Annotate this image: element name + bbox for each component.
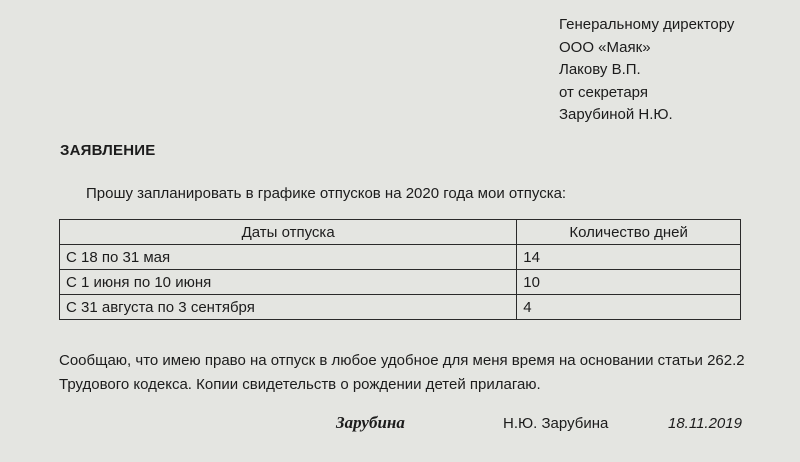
signature-date: 18.11.2019 [668,415,742,432]
column-header-dates: Даты отпуска [60,220,517,245]
column-header-days: Количество дней [517,220,741,245]
table-header-row [60,220,741,245]
addressee-block [559,14,734,127]
cell-dates: С 18 по 31 мая [60,245,517,270]
addressee-line: Зарубиной Н.Ю. [559,106,673,123]
addressee-line: ООО «Маяк» [559,38,651,56]
notice-line: Сообщаю, что имею право на отпуск в любое удобное для меня время на основании статьи 262.2 [59,352,745,369]
cell-dates: С 31 августа по 3 сентября [60,295,517,320]
request-text: Прошу запланировать в графике отпусков на 2020 года мои отпуска: [86,185,567,202]
addressee-line: Генеральному директору [559,16,735,33]
document-title: ЗАЯВЛЕНИЕ [60,142,156,159]
table-row [60,270,741,295]
table-row [60,245,741,270]
cell-days: 4 [517,295,741,320]
addressee-line: от секретаря [559,83,648,101]
table-row [60,295,741,320]
notice-line: Трудового кодекса. Копии свидетельств о рождении детей прилагаю. [59,376,541,393]
signer-name: Н.Ю. Зарубина [503,415,609,432]
handwritten-signature: Зарубина [336,413,405,432]
cell-dates: С 1 июня по 10 июня [60,270,517,295]
cell-days: 14 [517,245,741,270]
addressee-line: Лакову В.П. [559,61,641,78]
cell-days: 10 [517,270,741,295]
vacation-table [59,219,741,320]
notice-paragraph [59,349,759,397]
